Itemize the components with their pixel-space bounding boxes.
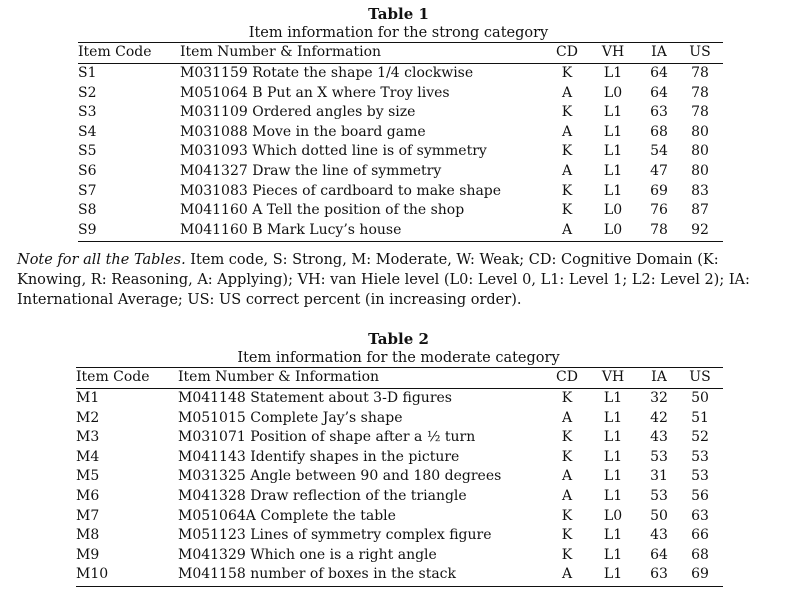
cell-item-code: M5 bbox=[76, 468, 100, 485]
header-ia: IA bbox=[651, 369, 667, 385]
cell-cd: K bbox=[561, 182, 573, 199]
table-row bbox=[76, 448, 723, 468]
cell-item-code: S3 bbox=[78, 104, 97, 121]
table-bottom-rule bbox=[78, 241, 723, 242]
cell-item-info: M031088 Move in the board game bbox=[180, 123, 426, 140]
cell-vh: L1 bbox=[603, 163, 623, 179]
cell-ia: 68 bbox=[650, 123, 668, 140]
cell-cd: K bbox=[561, 65, 573, 81]
table-2-subtitle: Item information for the moderate category bbox=[237, 350, 560, 366]
cell-item-info: M041327 Draw the line of symmetry bbox=[180, 163, 442, 179]
cell-us: 52 bbox=[691, 429, 709, 446]
table-row bbox=[78, 84, 723, 104]
cell-item-info: M041158 number of boxes in the stack bbox=[178, 566, 456, 583]
cell-item-code: S1 bbox=[78, 65, 97, 81]
cell-vh: L1 bbox=[603, 468, 623, 485]
table-1-title: Table 1 bbox=[368, 5, 429, 23]
table-2-title: Table 2 bbox=[368, 330, 429, 348]
cell-ia: 63 bbox=[650, 566, 668, 583]
cell-vh: L1 bbox=[603, 104, 623, 121]
cell-vh: L1 bbox=[603, 527, 623, 544]
table-header-row bbox=[76, 368, 723, 388]
cell-vh: L0 bbox=[603, 84, 623, 101]
cell-ia: 64 bbox=[650, 546, 668, 563]
cell-item-code: S4 bbox=[78, 123, 97, 140]
cell-ia: 63 bbox=[650, 104, 668, 121]
table-row bbox=[76, 507, 723, 527]
cell-vh: L1 bbox=[603, 65, 623, 81]
cell-ia: 47 bbox=[650, 163, 668, 179]
cell-item-code: S6 bbox=[78, 163, 97, 179]
table-1-subtitle: Item information for the strong category bbox=[248, 25, 549, 41]
cell-item-code: M9 bbox=[76, 546, 100, 563]
cell-item-code: M8 bbox=[76, 527, 100, 544]
table-row bbox=[78, 221, 723, 241]
cell-ia: 54 bbox=[650, 143, 668, 160]
cell-item-code: M10 bbox=[76, 566, 109, 583]
cell-item-info: M041148 Statement about 3-D figures bbox=[178, 390, 452, 406]
note-body: Item code, S: Strong, M: Moderate, W: Weak; CD: Cognitive Domain (K: Knowing, R: Reasoning, A: Applying); VH: van Hiele level (L0: Level 0, L1: Level 1; L2: Level 2); IA: International Average; US: US correct percent (in increasing order). bbox=[17, 252, 750, 308]
cell-us: 66 bbox=[691, 527, 709, 544]
cell-us: 56 bbox=[691, 488, 709, 504]
cell-cd: A bbox=[561, 566, 573, 583]
cell-item-code: M2 bbox=[76, 409, 100, 426]
cell-item-code: S2 bbox=[78, 84, 97, 101]
table-row bbox=[78, 123, 723, 143]
cell-us: 63 bbox=[691, 507, 709, 524]
cell-us: 92 bbox=[691, 221, 709, 238]
cell-vh: L1 bbox=[603, 488, 623, 504]
table-row bbox=[76, 467, 723, 487]
cell-ia: 53 bbox=[650, 448, 668, 465]
cell-vh: L1 bbox=[603, 546, 623, 563]
table-note bbox=[17, 250, 787, 310]
cell-item-code: M6 bbox=[76, 488, 100, 504]
table-row bbox=[78, 64, 723, 84]
cell-cd: K bbox=[561, 202, 573, 219]
cell-vh: L0 bbox=[603, 221, 623, 238]
cell-item-code: S5 bbox=[78, 143, 97, 160]
cell-us: 78 bbox=[691, 104, 709, 121]
note-lead: Note for all the Tables. bbox=[17, 252, 186, 268]
cell-us: 53 bbox=[691, 468, 709, 485]
header-us: US bbox=[689, 369, 711, 385]
cell-item-info: M041328 Draw reflection of the triangle bbox=[178, 488, 467, 504]
cell-ia: 64 bbox=[650, 65, 668, 81]
cell-ia: 43 bbox=[650, 527, 668, 544]
cell-vh: L0 bbox=[603, 202, 623, 219]
table-row bbox=[76, 565, 723, 585]
cell-item-info: M051015 Complete Jay’s shape bbox=[178, 409, 403, 426]
cell-item-code: M7 bbox=[76, 507, 100, 524]
table-row bbox=[78, 103, 723, 123]
cell-cd: A bbox=[561, 84, 573, 101]
cell-ia: 76 bbox=[650, 202, 668, 219]
cell-item-info: M031071 Position of shape after a ½ turn bbox=[178, 429, 476, 446]
header-item-info: Item Number & Information bbox=[180, 44, 382, 60]
cell-item-info: M051064A Complete the table bbox=[178, 507, 396, 524]
cell-item-info: M041160 A Tell the position of the shop bbox=[180, 202, 465, 219]
cell-cd: A bbox=[561, 123, 573, 140]
table-row bbox=[78, 142, 723, 162]
cell-ia: 43 bbox=[650, 429, 668, 446]
cell-vh: L1 bbox=[603, 123, 623, 140]
cell-vh: L0 bbox=[603, 507, 623, 524]
cell-us: 68 bbox=[691, 546, 709, 563]
header-us: US bbox=[689, 44, 711, 60]
cell-cd: K bbox=[561, 507, 573, 524]
cell-item-info: M031093 Which dotted line is of symmetry bbox=[180, 143, 487, 160]
cell-us: 53 bbox=[691, 448, 709, 465]
table-row bbox=[78, 162, 723, 182]
cell-cd: K bbox=[561, 429, 573, 446]
cell-ia: 42 bbox=[650, 409, 668, 426]
cell-item-info: M041143 Identify shapes in the picture bbox=[178, 448, 460, 465]
header-item-info: Item Number & Information bbox=[178, 369, 380, 385]
table-row bbox=[78, 201, 723, 221]
header-vh: VH bbox=[601, 369, 625, 385]
cell-item-code: S7 bbox=[78, 182, 97, 199]
cell-cd: A bbox=[561, 409, 573, 426]
cell-vh: L1 bbox=[603, 143, 623, 160]
cell-cd: K bbox=[561, 448, 573, 465]
cell-item-info: M031109 Ordered angles by size bbox=[180, 104, 416, 121]
cell-ia: 32 bbox=[650, 390, 668, 406]
cell-ia: 31 bbox=[650, 468, 668, 485]
header-item-code: Item Code bbox=[76, 369, 150, 385]
cell-cd: K bbox=[561, 546, 573, 563]
table-row bbox=[76, 526, 723, 546]
cell-vh: L1 bbox=[603, 429, 623, 446]
cell-item-code: M3 bbox=[76, 429, 100, 446]
cell-item-info: M051123 Lines of symmetry complex figure bbox=[178, 527, 492, 544]
cell-item-code: M1 bbox=[76, 390, 100, 406]
cell-vh: L1 bbox=[603, 182, 623, 199]
cell-cd: K bbox=[561, 527, 573, 544]
cell-vh: L1 bbox=[603, 566, 623, 583]
cell-ia: 69 bbox=[650, 182, 668, 199]
cell-us: 87 bbox=[691, 202, 709, 219]
cell-ia: 78 bbox=[650, 221, 668, 238]
cell-us: 50 bbox=[691, 390, 709, 406]
table-bottom-rule bbox=[76, 586, 723, 587]
cell-vh: L1 bbox=[603, 409, 623, 426]
cell-cd: A bbox=[561, 488, 573, 504]
cell-item-code: M4 bbox=[76, 448, 100, 465]
cell-cd: K bbox=[561, 143, 573, 160]
cell-cd: A bbox=[561, 221, 573, 238]
header-item-code: Item Code bbox=[78, 44, 152, 60]
cell-item-info: M031083 Pieces of cardboard to make shape bbox=[180, 182, 502, 199]
cell-ia: 53 bbox=[650, 488, 668, 504]
cell-us: 78 bbox=[691, 84, 709, 101]
cell-cd: A bbox=[561, 468, 573, 485]
cell-item-info: M031159 Rotate the shape 1/4 clockwise bbox=[180, 65, 474, 81]
cell-us: 80 bbox=[691, 143, 709, 160]
cell-vh: L1 bbox=[603, 448, 623, 465]
table-row bbox=[76, 428, 723, 448]
cell-item-info: M041329 Which one is a right angle bbox=[178, 546, 437, 563]
cell-cd: A bbox=[561, 163, 573, 179]
cell-ia: 50 bbox=[650, 507, 668, 524]
cell-ia: 64 bbox=[650, 84, 668, 101]
table-row bbox=[78, 182, 723, 202]
cell-us: 78 bbox=[691, 65, 709, 81]
cell-us: 69 bbox=[691, 566, 709, 583]
table-row bbox=[76, 487, 723, 507]
cell-item-info: M041160 B Mark Lucy’s house bbox=[180, 221, 402, 238]
cell-us: 80 bbox=[691, 123, 709, 140]
table-header-row bbox=[78, 43, 723, 63]
cell-us: 83 bbox=[691, 182, 709, 199]
table-row bbox=[76, 389, 723, 409]
cell-item-info: M051064 B Put an X where Troy lives bbox=[180, 84, 450, 101]
cell-vh: L1 bbox=[603, 390, 623, 406]
header-cd: CD bbox=[556, 44, 578, 60]
cell-us: 80 bbox=[691, 163, 709, 179]
header-cd: CD bbox=[556, 369, 578, 385]
cell-cd: K bbox=[561, 104, 573, 121]
header-ia: IA bbox=[651, 44, 667, 60]
header-vh: VH bbox=[601, 44, 625, 60]
cell-item-info: M031325 Angle between 90 and 180 degrees bbox=[178, 468, 502, 485]
table-row bbox=[76, 409, 723, 429]
cell-item-code: S9 bbox=[78, 221, 97, 238]
cell-cd: K bbox=[561, 390, 573, 406]
cell-us: 51 bbox=[691, 409, 709, 426]
cell-item-code: S8 bbox=[78, 202, 97, 219]
table-row bbox=[76, 546, 723, 566]
